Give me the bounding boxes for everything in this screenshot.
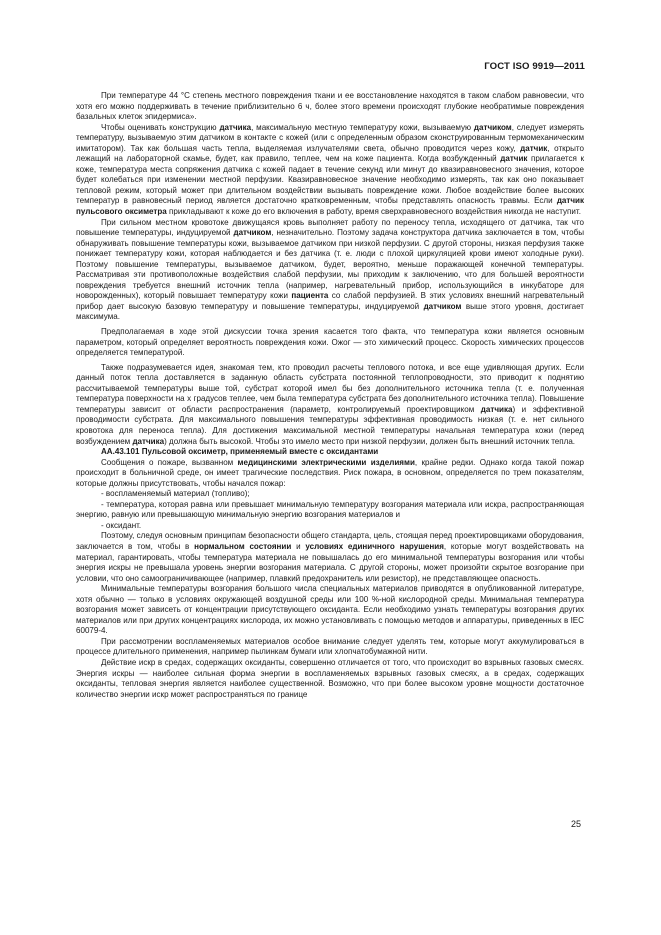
text-run: Действие искр в средах, содержащих оксиданты, совершенно отличается от того, что происходит во взрывных газовых смесях. Энергия искры — наиболее сильная форма энергии в воспламеняемых взрывных газовых смесях, а в средах, содержащих оксиданты, тепловая энергия является наиболее существенной. Возможно, что при более высоком уровне мощности достаточное количество энергии искр может распространяться по границе — [76, 657, 584, 699]
paragraph — [76, 327, 584, 359]
text-run: АА.43.101 Пульсовой оксиметр, применяемый вместе с оксидантами — [101, 447, 379, 457]
list-item — [76, 489, 584, 500]
text-run: - оксидант. — [101, 520, 142, 530]
defined-term: датчик — [500, 154, 528, 164]
text-run: При рассмотрении воспламеняемых материалов особое внимание следует уделять тем, которые могут аккумулироваться в процессе длительного применения, например пылинкам бумаги или хлопчатобумажной нити. — [76, 636, 584, 657]
text-run: прилагается к коже, температура места сопряжения датчика с кожей падает в течение секунд или минут до квазиравновесного значения, которое будет колебаться при изменении местной перфузии. Квазиравновесное значение необходимо измерять, так как оно показывает тепловой режим, который может при длительном воздействии вызывать повреждение кожи. Любое воздействие более высоких температур в равновесный период является достаточно кратковременным, чтобы представлять опасность травмы. Если — [76, 154, 584, 206]
defined-term: медицинскими электрическими изделиями — [237, 457, 415, 467]
text-run: Предполагаемая в ходе этой дискуссии точка зрения касается того факта, что температура кожи является основным параметром, который определяет вероятность повреждения кожи. Ожог — это химический процесс. Скорость химических процессов определяется температурой. — [76, 327, 584, 358]
paragraph — [76, 584, 584, 637]
paragraph — [76, 658, 584, 700]
page-number: 25 — [570, 819, 581, 829]
text-run: Поэтому, следуя основным принципам безопасности общего стандарта, цель, стоящая перед проектировщиками оборудования, заключается в том, чтобы в — [76, 531, 584, 551]
text-run: - воспламеняемый материал (топливо); — [101, 489, 250, 499]
text-run: Чтобы оценивать конструкцию — [101, 122, 220, 132]
defined-term: датчик — [520, 143, 548, 153]
text-run: ) должна быть высокой. Чтобы это имело место при низкой перфузии, должен быть внешний источник тепла. — [164, 436, 576, 446]
defined-term: нормальном состоянии — [194, 541, 292, 551]
defined-term: датчиком — [423, 301, 462, 311]
paragraph — [76, 91, 584, 123]
standard-code-header: ГОСТ ISO 9919—2011 — [484, 61, 585, 72]
list-item — [76, 521, 584, 532]
defined-term: пациента — [291, 291, 329, 301]
text-run: со слабой перфузией. В этих условиях внешний нагревательный прибор дает высокую базовую температуру и повышение температуры, индуцируемой — [76, 291, 585, 311]
text-run: , незначительно. Поэтому задача конструктора датчика заключается в том, чтобы обнаруживать повышение температуры кожи, вызываемое датчиком при низкой перфузии. С другой стороны, низкая перфузия также понижает температуру кожи, которая наблюдается и без датчика (т. е. люди с плохой циркуляцией крови имеют холодные руки). Поэтому повышение температуры, вызываемое датчиком, будет, вероятно, меньше поражающей конечной температуры. Рассматривая эти противоположные воздействия слабой перфузии, мы приходим к заключению, что для большей вероятности повреждения требуется внешний источник тепла (например, нагревательный прибор, использующийся в инкубаторе для новорожденных), который повышает температуру кожи — [76, 228, 584, 301]
defined-term: датчика — [480, 404, 513, 414]
text-run: , максимальную местную температуру кожи, вызываемую — [251, 122, 474, 132]
document-body — [76, 91, 584, 700]
text-run: прикладывают к коже до его включения в работу, время сверхравновесного воздействия никогда не наступит. — [166, 207, 581, 217]
defined-term: условиях единичного нарушения — [305, 541, 444, 551]
paragraph — [76, 363, 584, 447]
text-run: , которые могут воздействовать на материал, гарантировать, чтобы температура материала не повышалась до его минимальной температуры возгорания или чтобы энергия искры не превышала уровень энергии возгорания материала. С другой стороны, может произойти скрытое возгорание при условии, что оно самоограничивающее (например, плавкий предохранитель или резистор), не представляющее опасность. — [76, 541, 584, 583]
defined-term: датчика — [219, 122, 252, 132]
list-item — [76, 500, 584, 521]
text-run: При температуре 44 °С степень местного повреждения ткани и ее восстановление находятся в таком слабом равновесии, что хотя его можно поддерживать в течение приблизительно 6 ч, более этого времени происходят глубокие необратимые повреждения базальных клеток эпидермиса». — [76, 91, 584, 122]
text-run: и — [291, 541, 306, 551]
paragraph — [76, 531, 584, 584]
text-run: Также подразумевается идея, знакомая тем, кто проводил расчеты теплового потока, и все еще удивляющая других. Если данный поток тепла доставляется в заданную область субстрата постоянной теплопроводности, это приводит к поднятию рассчитываемой температуры выше той, субстрат которой имел бы без дополнительного источника тепла (т. е. полученная температура поверхности на х градусов теплее, чем была температура субстрата без дополнительного источника тепла). Повышение температуры зависит от области распространения (параметр, контролируемый проектировщиком — [76, 362, 584, 414]
text-run: Сообщения о пожаре, вызванном — [101, 457, 238, 467]
defined-term: датчика — [132, 436, 165, 446]
text-run: выше этого уровня, достигает максимума. — [76, 301, 584, 322]
text-run: Минимальные температуры возгорания большого числа специальных материалов приводятся в опубликованной литературе, хотя обычно — только в условиях окружающей воздушной среды или 100 %-ной кислородной среды. Минимальная температура возгорания может зависеть от концентрации присутствующего оксиданта. Если необходимо узнать температуры возгорания других материалов или при других концентрациях кислорода, их можно установливать с помощью методов и аппаратуры, приведенных в IEC 60079-4. — [76, 584, 584, 636]
defined-term: датчиком — [473, 122, 512, 132]
paragraph — [76, 458, 584, 490]
text-run: ) и эффективной проводимости субстрата. Для максимального повышения температуры эффективная проводимость низкая (т. е. нет сильного кровотока для переноса тепла). Для достижения максимальной местной температуры начальная температура кожи (перед возбуждением — [76, 404, 585, 446]
text-run: , следует измерять температуру, вызываемую этим датчиком в контакте с кожей (или с определенным образом сконструированным термомеханическим имитатором). Так как большая часть тепла, выделяемая излучателями света, обычно проводится через кожу, — [76, 122, 585, 153]
text-run: При сильном местном кровотоке движущаяся кровь выполняет работу по переносу тепла, исходящего от датчика, так что повышение температуры, индуцируемой — [76, 217, 584, 238]
paragraph — [76, 123, 584, 218]
paragraph — [76, 637, 584, 658]
text-run: , крайне редки. Однако когда такой пожар происходит в больничной среде, он имеет трагические последствия. Риск пожара, в основном, определяется по трем показателям, которые должны присутствовать, чтобы начался пожар: — [76, 457, 584, 488]
section-heading — [76, 447, 584, 458]
text-run: , открыто лежащий на лабораторной скамье, будет, как правило, теплее, чем на коже пациента. Когда возбужденный — [76, 143, 584, 164]
paragraph — [76, 218, 584, 323]
defined-term: датчик пульсового оксиметра — [76, 196, 584, 217]
defined-term: датчиком — [233, 228, 272, 238]
text-run: - температура, которая равна или превышает минимальную температуру возгорания материала или искра, распространяющая энергию, равную или превышающую минимальную энергию возгорания материалов и — [76, 499, 584, 520]
